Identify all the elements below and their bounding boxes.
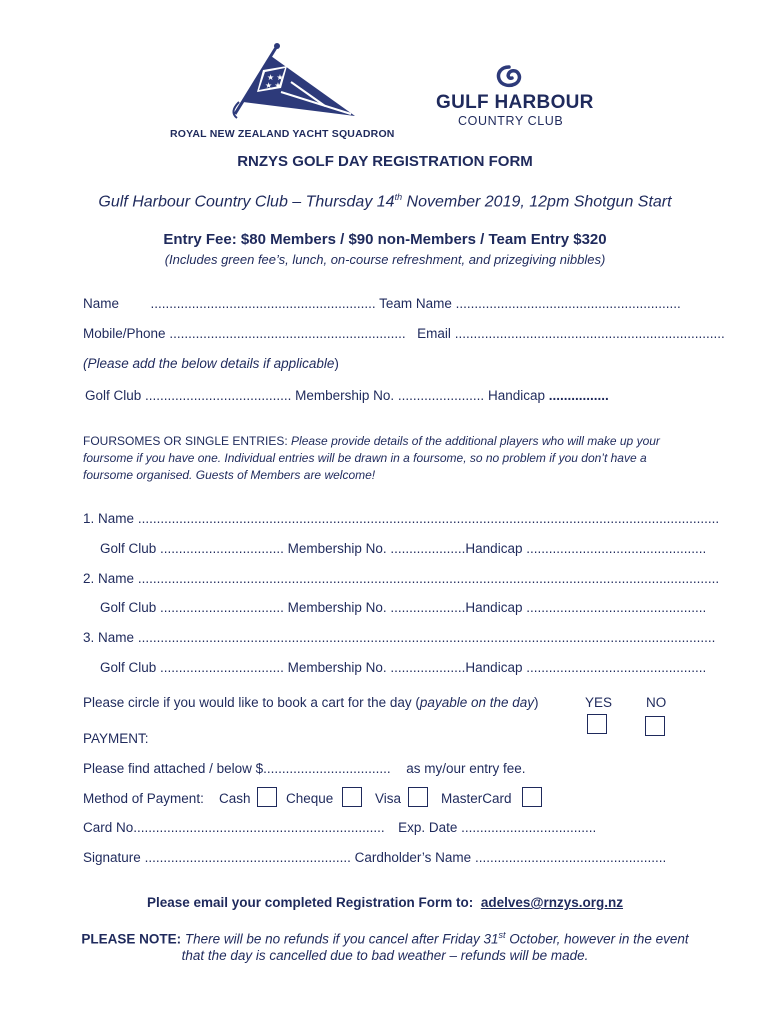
applicable-note: (Please add the below details if applicable) [83, 356, 339, 371]
payment-amount-field[interactable]: .................................. [263, 761, 391, 776]
refund-note-line2: that the day is cancelled due to bad weather – refunds will be made. [181, 948, 589, 963]
team-name-label: Team Name [379, 296, 452, 311]
entry-fee-note: (Includes green fee’s, lunch, on-course refreshment, and prizegiving nibbles) [164, 252, 606, 267]
gulf-harbour-name: GULF HARBOUR [436, 92, 594, 113]
golf-club-field[interactable]: ....................................... [145, 388, 292, 403]
form-title: RNZYS GOLF DAY REGISTRATION FORM [237, 153, 533, 170]
rnzys-burgee-logo [225, 42, 365, 124]
player-1-name-field[interactable]: ........................................................................................................................................................... [137, 511, 720, 526]
player-3-name-row: 3. Name .......................................................................................................................................................... [83, 630, 716, 645]
player-3-details-row: Golf Club ................................. Membership No. ....................Handicap ................................................ [100, 660, 707, 675]
player-2-handicap-field[interactable]: ................................................ [526, 600, 707, 615]
foursomes-info: FOURSOMES OR SINGLE ENTRIES: Please provide details of the additional players who will make up your foursome if you have one. Individual entries will be drawn in a foursome, so no problem if you don’t have a foursome organised. Guests of Members are welcome! [83, 434, 660, 482]
handicap-field[interactable]: ................ [548, 388, 609, 403]
cart-yes-checkbox[interactable] [587, 714, 607, 734]
player-1-details-row: Golf Club ................................. Membership No. ....................Handicap ................................................ [100, 541, 707, 556]
visa-label: Visa [375, 791, 402, 806]
player-3-handicap-field[interactable]: ................................................ [526, 660, 707, 675]
player-3-golf-club-field[interactable]: ................................. [160, 660, 284, 675]
svg-text:★ ★: ★ ★ [267, 73, 284, 82]
mastercard-checkbox[interactable] [522, 787, 542, 807]
cart-no-label: NO [646, 695, 667, 710]
player-2-membership-field[interactable]: .................... [390, 600, 466, 615]
name-field[interactable]: ............................................................ [150, 296, 376, 311]
payment-heading: PAYMENT: [83, 731, 149, 746]
card-number-field[interactable]: .................................................................. [137, 820, 385, 835]
player-3-name-field[interactable]: .......................................................................................................................................................... [137, 630, 716, 645]
team-name-field[interactable]: ............................................................ [455, 296, 681, 311]
refund-note: PLEASE NOTE: There will be no refunds if you cancel after Friday 31st October, however in the event [81, 930, 689, 947]
foursomes-label: FOURSOMES OR SINGLE ENTRIES: [83, 434, 288, 448]
gulf-harbour-swirl-icon [494, 64, 524, 90]
membership-field[interactable]: ....................... [397, 388, 485, 403]
player-1-handicap-field[interactable]: ................................................ [526, 541, 707, 556]
player-2-name-row: 2. Name ........................................................................................................................................................... [83, 571, 720, 586]
cash-checkbox[interactable] [257, 787, 277, 807]
exp-date-field[interactable]: .................................... [461, 820, 597, 835]
email-field[interactable]: ........................................................................ [454, 326, 725, 341]
handicap-label: Handicap [487, 388, 545, 403]
country-club-name: COUNTRY CLUB [458, 114, 564, 128]
entry-fee-line: Entry Fee: $80 Members / $90 non-Members / Team Entry $320 [163, 231, 607, 248]
cart-no-checkbox[interactable] [645, 716, 665, 736]
cheque-label: Cheque [286, 791, 334, 806]
svg-text:★ ★: ★ ★ [265, 81, 282, 90]
player-1-golf-club-field[interactable]: ................................. [160, 541, 284, 556]
visa-checkbox[interactable] [408, 787, 428, 807]
player-3-membership-field[interactable]: .................... [390, 660, 466, 675]
rnzys-caption: ROYAL NEW ZEALAND YACHT SQUADRON [170, 128, 395, 140]
player-1-membership-field[interactable]: .................... [390, 541, 466, 556]
cash-label: Cash [219, 791, 251, 806]
payment-method-label: Method of Payment: [83, 791, 204, 806]
email-label: Email [417, 326, 451, 341]
event-subtitle: Gulf Harbour Country Club – Thursday 14th November 2019, 12pm Shotgun Start [98, 192, 672, 211]
name-row [83, 296, 681, 311]
cardholder-name-field[interactable]: ................................................... [474, 850, 667, 865]
player-2-golf-club-field[interactable]: ................................. [160, 600, 284, 615]
card-number-row: Card No................................................................... Exp. Date .................................... [83, 820, 597, 835]
cheque-checkbox[interactable] [342, 787, 362, 807]
membership-label: Membership No. [295, 388, 395, 403]
email-link[interactable]: adelves@rnzys.org.nz [480, 895, 624, 910]
player-1-name-row: 1. Name ........................................................................................................................................................... [83, 511, 720, 526]
player-2-name-field[interactable]: ........................................................................................................................................................... [137, 571, 720, 586]
golf-club-label: Golf Club [85, 388, 142, 403]
mobile-field[interactable]: ............................................................... [169, 326, 406, 341]
cart-yes-label: YES [585, 695, 613, 710]
email-instruction: Please email your completed Registration Form to: adelves@rnzys.org.nz [146, 895, 624, 910]
mobile-label: Mobile/Phone [83, 326, 166, 341]
mobile-row [83, 326, 725, 341]
player-2-details-row: Golf Club ................................. Membership No. ....................Handicap ................................................ [100, 600, 707, 615]
signature-field[interactable]: ....................................................... [144, 850, 351, 865]
mastercard-label: MasterCard [441, 791, 512, 806]
payment-amount-row: Please find attached / below $.................................. as my/our entry fee. [83, 761, 526, 776]
signature-row: Signature ....................................................... Cardholder’s Name ................................................... [83, 850, 667, 865]
cart-prompt: Please circle if you would like to book a cart for the day (payable on the day) [83, 695, 539, 710]
golf-club-row [85, 388, 609, 403]
name-label: Name [83, 296, 120, 311]
